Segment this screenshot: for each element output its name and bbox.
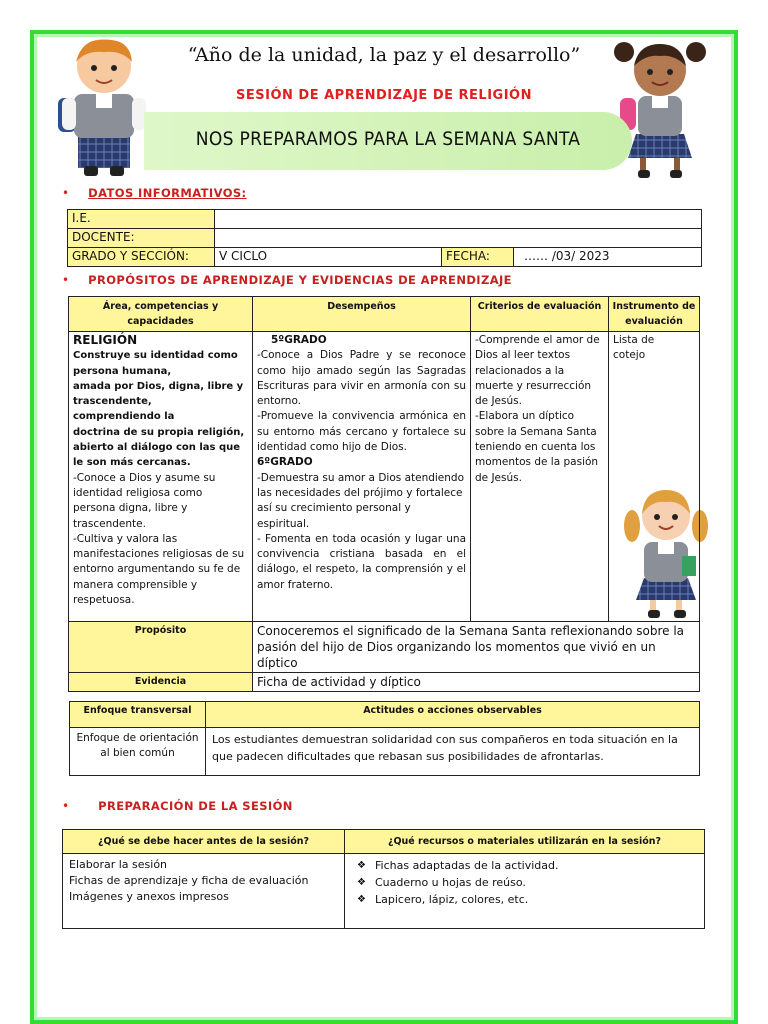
desempenos-cell	[253, 332, 471, 622]
antes-item: Imágenes y anexos impresos	[69, 890, 229, 903]
docente-label: DOCENTE:	[68, 229, 215, 248]
grado-label: GRADO Y SECCIÓN:	[68, 248, 215, 267]
desempeno-item: - Fomenta en toda ocasión y lugar una convivencia cristiana basada en el diálogo, el respeto, la comprensión y el amor fraterno.	[257, 532, 466, 591]
recurso-item	[351, 891, 698, 908]
criterio-item: -Elabora un díptico sobre la Semana Santa teniendo en cuenta los momentos de la pasión de Jesús.	[475, 410, 599, 484]
header-desempenos: Desempeños	[253, 297, 471, 332]
bullet-icon: •	[62, 273, 70, 287]
capacidad: -Cultiva y valora las manifestaciones religiosas de su entorno argumentando su fe de manera comprensible y respetuosa.	[73, 532, 245, 607]
fecha-value: …… /03/ 2023	[514, 248, 702, 267]
preparacion-table	[62, 829, 705, 929]
grado6-title: 6ºGRADO	[257, 456, 313, 469]
header-criterios: Criterios de evaluación	[471, 297, 609, 332]
enfoque-header-left: Enfoque transversal	[70, 702, 206, 728]
recurso-item	[351, 857, 698, 874]
grado5-title: 5ºGRADO	[271, 334, 327, 346]
proposito-text: Conoceremos el significado de la Semana Santa reflexionando sobre la pasión del hijo de Dios organizando los momentos que vivió en un díptico	[253, 622, 700, 673]
criterio-item: -Comprende el amor de Dios al leer textos relacionados a la muerte y resurrección de Jesús.	[475, 334, 600, 408]
page-title: NOS PREPARAMOS PARA LA SEMANA SANTA	[195, 128, 581, 150]
enfoque-header-right: Actitudes o acciones observables	[206, 702, 700, 728]
propositos-table	[68, 296, 700, 692]
ie-value[interactable]	[215, 210, 702, 229]
docente-value[interactable]	[215, 229, 702, 248]
header-area: Área, competencias y capacidades	[69, 297, 253, 332]
fecha-label: FECHA:	[442, 248, 514, 267]
diamond-bullet-icon: ❖	[357, 860, 366, 871]
recursos-cell	[345, 854, 705, 929]
datos-title: DATOS INFORMATIVOS:	[88, 186, 247, 200]
desempeno-item: -Demuestra su amor a Dios atendiendo las necesidades del prójimo y fortalece así su crecimiento personal y espiritual.	[257, 471, 465, 530]
propositos-heading	[62, 269, 512, 288]
competencia-line: amada por Dios, digna, libre y trascendente,	[73, 380, 244, 408]
antes-cell	[63, 854, 345, 929]
enfoque-right: Los estudiantes demuestran solidaridad con sus compañeros en toda situación en la que padecen dificultades que rebasan sus posibilidades de afrontarlas.	[206, 728, 700, 776]
preparacion-title: PREPARACIÓN DE LA SESIÓN	[98, 799, 293, 813]
grado-value: V CICLO	[215, 248, 442, 267]
year-motto: “Año de la unidad, la paz y el desarrollo”	[187, 44, 581, 66]
enfoque-table	[69, 701, 700, 776]
instrumento-text: Lista de cotejo	[613, 334, 655, 362]
area-cell	[69, 332, 253, 622]
propositos-title: PROPÓSITOS DE APRENDIZAJE Y EVIDENCIAS DE APRENDIZAJE	[88, 273, 512, 287]
bullet-icon: •	[62, 799, 70, 813]
datos-table	[67, 209, 702, 267]
preparacion-header-right: ¿Qué recursos o materiales utilizarán en la sesión?	[345, 830, 705, 854]
recursos-list	[351, 857, 698, 908]
bullet-icon: •	[62, 186, 70, 200]
evidencia-text: Ficha de actividad y díptico	[253, 673, 700, 692]
recurso-text: Lapicero, lápiz, colores, etc.	[375, 893, 529, 906]
evidencia-label: Evidencia	[69, 673, 253, 692]
area-title: RELIGIÓN	[73, 333, 138, 347]
recurso-text: Fichas adaptadas de la actividad.	[375, 859, 559, 872]
diamond-bullet-icon: ❖	[357, 894, 366, 905]
antes-item: Fichas de aprendizaje y ficha de evaluación	[69, 874, 309, 887]
criterios-cell	[471, 332, 609, 622]
desempeno-item: -Conoce a Dios Padre y se reconoce como hijo amado según las Sagradas Escrituras para vivir en armonía con su entorno.	[257, 349, 466, 408]
proposito-label: Propósito	[69, 622, 253, 673]
competencia-line: Construye su identidad como persona humana,	[73, 350, 238, 377]
recurso-item	[351, 874, 698, 891]
ie-label: I.E.	[68, 210, 215, 229]
header-instrumento: Instrumento de evaluación	[609, 297, 700, 332]
session-label: SESIÓN DE APRENDIZAJE DE RELIGIÓN	[236, 88, 532, 103]
desempeno-item: -Promueve la convivencia armónica en su entorno más cercano y fortalece su identidad como hijo de Dios.	[257, 410, 466, 454]
antes-item: Elaborar la sesión	[69, 858, 168, 871]
preparacion-header-left: ¿Qué se debe hacer antes de la sesión?	[63, 830, 345, 854]
competencia-line: doctrina de su propia religión, abierto al diálogo con las que le son más cercanas.	[73, 426, 245, 469]
diamond-bullet-icon: ❖	[357, 877, 366, 888]
preparacion-heading	[62, 795, 293, 814]
recurso-text: Cuaderno u hojas de reúso.	[375, 876, 526, 889]
datos-heading	[62, 182, 247, 201]
capacidad: -Conoce a Dios y asume su identidad religiosa como persona digna, libre y trascendente.	[73, 471, 216, 530]
competencia-line: comprendiendo la	[73, 411, 175, 423]
instrumento-cell	[609, 332, 700, 622]
enfoque-left: Enfoque de orientación al bien común	[70, 728, 206, 776]
